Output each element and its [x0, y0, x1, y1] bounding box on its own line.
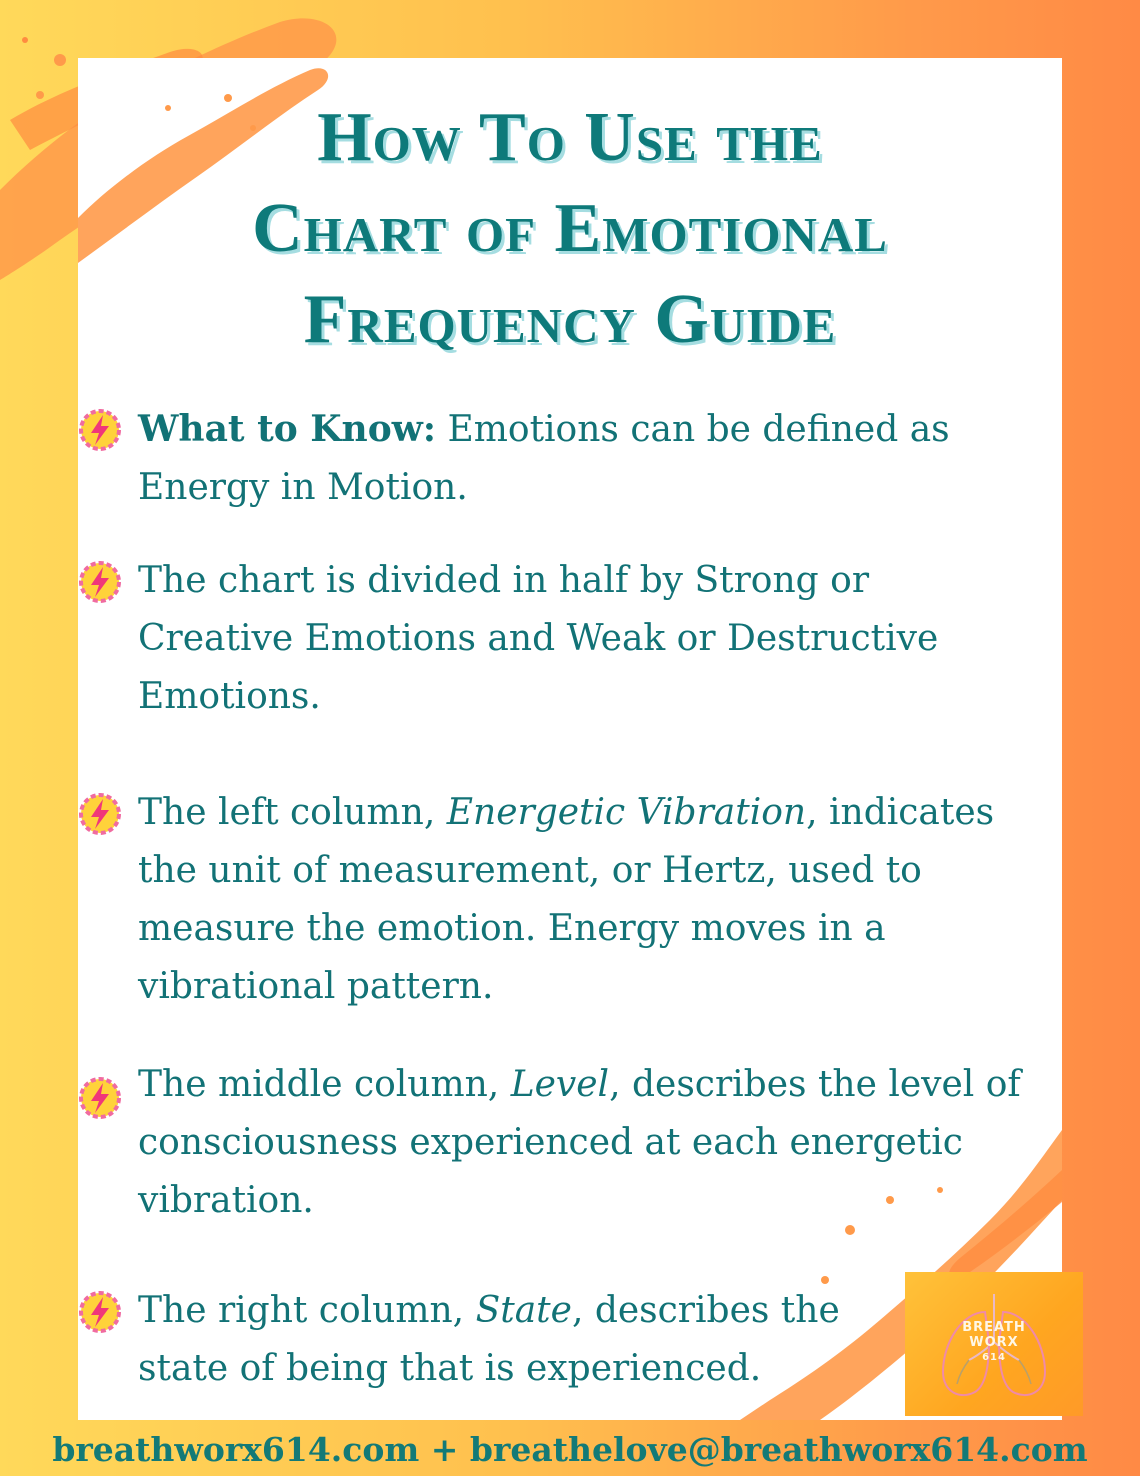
bullet-text: The left column, Energetic Vibration, indicates the unit of measurement, or Hertz, used to measure the emotion. Energy moves in a vibrational pattern. — [138, 792, 995, 1007]
breathworx-logo — [905, 1272, 1083, 1416]
bullet-text: The chart is divided in half by Strong or Creative Emotions and Weak or Destructive Emotions. — [138, 560, 939, 717]
logo-wordmark: BREATH WORX 614 — [962, 1320, 1026, 1363]
title-line-2: Chart of Emotional — [252, 190, 888, 267]
title-line-3: Frequency Guide — [303, 281, 837, 358]
lightning-bolt-icon — [78, 408, 122, 452]
lightning-bolt-icon — [78, 1076, 122, 1120]
lightning-bolt-icon — [78, 1290, 122, 1334]
bullet-text: What to Know: Emotions can be defined as Energy in Motion. — [138, 408, 950, 508]
page-title — [78, 92, 1062, 365]
lightning-bolt-icon — [78, 792, 122, 836]
bullet-text: The middle column, Level, describes the level of consciousness experienced at each energetic vibration. — [138, 1064, 1021, 1221]
footer-contact: breathworx614.com + breathelove@breathworx614.com — [52, 1430, 1088, 1469]
lightning-bolt-icon — [78, 560, 122, 604]
bullet-label: What to Know: — [138, 408, 437, 450]
title-line-1: How To Use the — [317, 99, 823, 176]
bullet-text: The right column, State, describes the state of being that is experienced. — [138, 1290, 840, 1389]
